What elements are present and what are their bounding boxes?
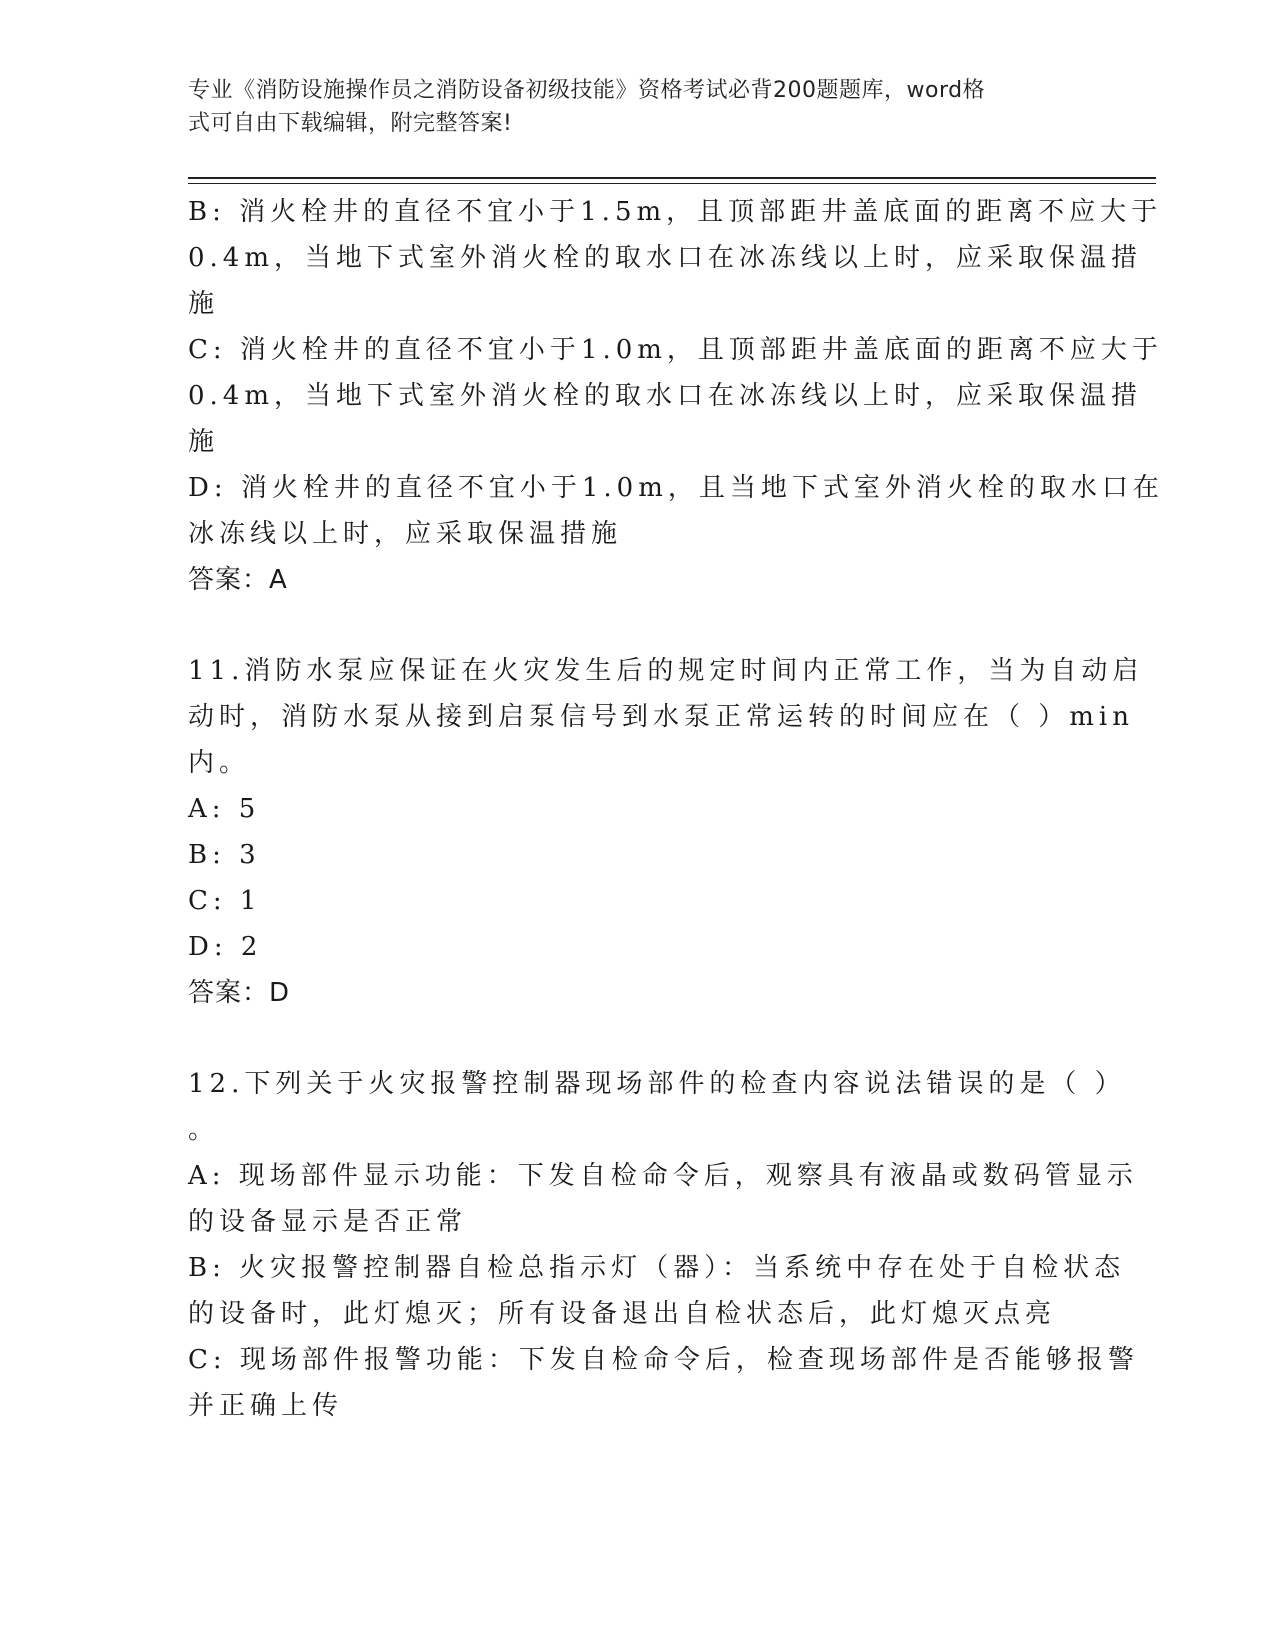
q10-option-c-line-2: 0.4m，当地下式室外消火栓的取水口在冰冻线以上时，应采取保温措 (188, 381, 1143, 411)
q11-stem-line-3: 内。 (188, 748, 251, 778)
q10-option-c-line-3: 施 (188, 427, 220, 457)
q10-option-c-line-1: C: 消火栓井的直径不宜小于1.0m，且顶部距井盖底面的距离不应大于 (188, 335, 1163, 365)
q11-option-c: C: 1 (188, 886, 262, 916)
q11-answer: 答案：D (188, 978, 291, 1008)
spacer (188, 603, 1088, 648)
q11-option-a: A: 5 (188, 794, 261, 824)
q12-option-c-line-2: 并正确上传 (188, 1391, 344, 1421)
q11-stem-line-2: 动时，消防水泵从接到启泵信号到水泵正常运转的时间应在（ ）min (188, 702, 1134, 732)
header-line-1: 专业《消防设施操作员之消防设备初级技能》资格考试必背200题题库，word格 (188, 78, 986, 103)
q12-option-a-line-2: 的设备显示是否正常 (188, 1207, 468, 1237)
question-12 (188, 1061, 1139, 1429)
q12-option-a-line-1: A: 现场部件显示功能：下发自检命令后，观察具有液晶或数码管显示 (188, 1161, 1138, 1191)
q12-option-b-line-2: 的设备时，此灯熄灭；所有设备退出自检状态后，此灯熄灭点亮 (188, 1299, 1057, 1329)
question-10-continued (188, 189, 1164, 603)
q10-answer: 答案：A (188, 565, 288, 595)
q10-option-b-line-1: B: 消火栓井的直径不宜小于1.5m，且顶部距井盖底面的距离不应大于 (188, 197, 1163, 227)
q12-stem-line-2: 。 (188, 1115, 220, 1145)
q12-stem-line-1: 12.下列关于火灾报警控制器现场部件的检查内容说法错误的是（ ） (188, 1069, 1126, 1099)
q12-option-b-line-1: B: 火灾报警控制器自检总指示灯（器）：当系统中存在处于自检状态 (188, 1253, 1126, 1283)
spacer (188, 1016, 1088, 1061)
q11-option-b: B: 3 (188, 840, 261, 870)
q10-option-b-line-3: 施 (188, 289, 220, 319)
header-line-2: 式可自由下载编辑，附完整答案! (188, 111, 513, 136)
q11-stem-line-1: 11.消防水泵应保证在火灾发生后的规定时间内正常工作，当为自动启 (188, 656, 1144, 686)
header-divider-thick (188, 177, 1156, 179)
q12-option-c-line-1: C: 现场部件报警功能：下发自检命令后，检查现场部件是否能够报警 (188, 1345, 1139, 1375)
q11-option-d: D: 2 (188, 932, 263, 962)
q10-option-d-line-2: 冰冻线以上时，应采取保温措施 (188, 519, 623, 549)
q10-option-d-line-1: D: 消火栓井的直径不宜小于1.0m，且当地下式室外消火栓的取水口在 (188, 473, 1164, 503)
document-header (188, 74, 1088, 140)
question-11 (188, 648, 1144, 1016)
q10-option-b-line-2: 0.4m，当地下式室外消火栓的取水口在冰冻线以上时，应采取保温措 (188, 243, 1143, 273)
document-body (188, 189, 1164, 1429)
header-divider-thin (188, 183, 1156, 184)
